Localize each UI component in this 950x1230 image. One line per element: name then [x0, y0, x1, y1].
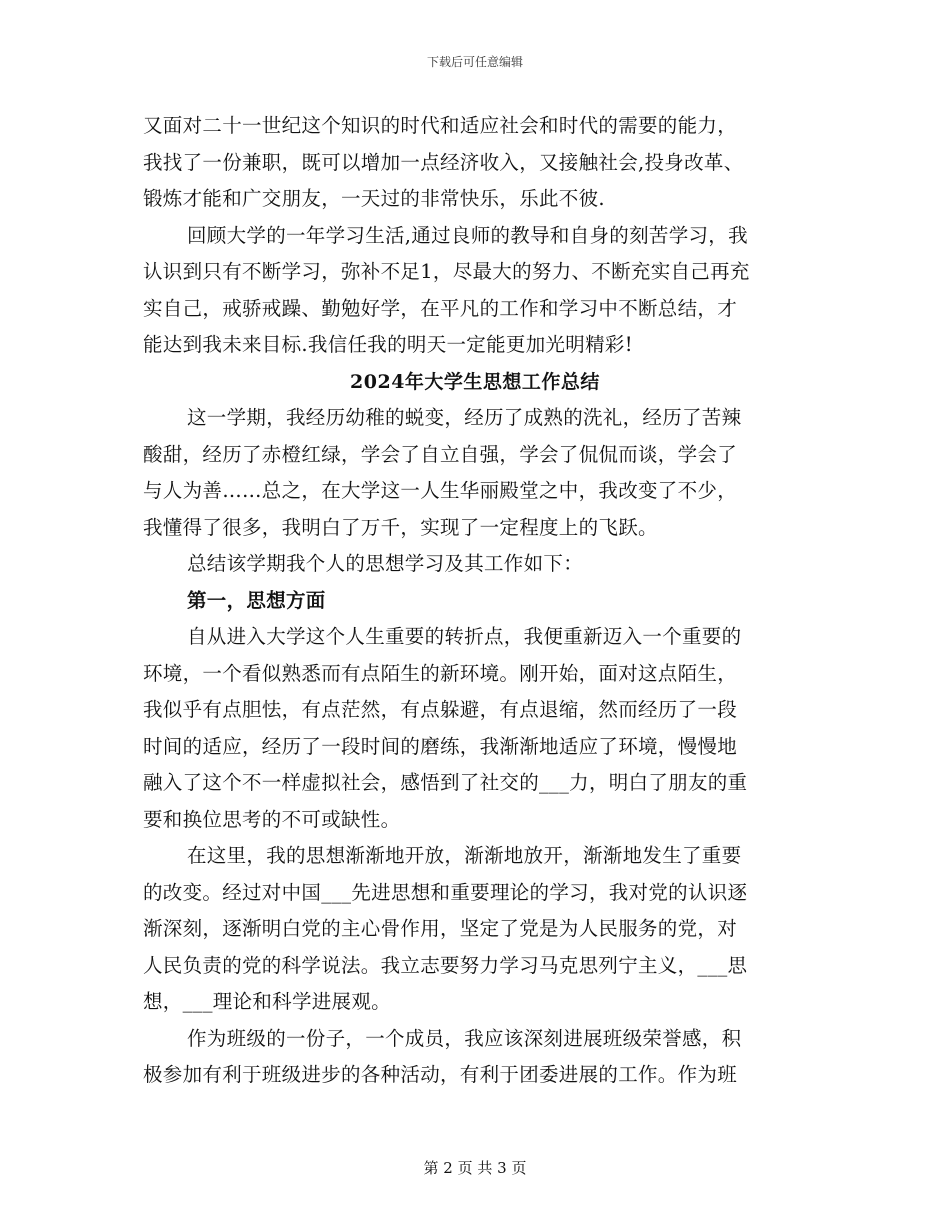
text-line: 的改变。经过对中国___先进思想和重要理论的学习，我对党的认识逐: [143, 880, 748, 904]
paragraph-start-line: 在这里，我的思想渐渐地开放，渐渐地放开，渐渐地发生了重要: [187, 844, 742, 867]
subsection-heading: 第一，思想方面: [187, 588, 326, 612]
text-line: 又面对二十一世纪这个知识的时代和适应社会和时代的需要的能力，: [143, 114, 738, 137]
text-line: 渐深刻，逐渐明白党的主心骨作用，坚定了党是为人民服务的党，对: [143, 917, 738, 940]
text-line: 锻炼才能和广交朋友，一天过的非常快乐，乐此不彼.: [143, 187, 605, 210]
text-line: 我懂得了很多，我明白了万千，实现了一定程度上的飞跃。: [143, 515, 658, 539]
text-line: 实自己，戒骄戒躁、勤勉好学，在平凡的工作和学习中不断总结，才: [143, 296, 738, 320]
text-line: 我找了一份兼职，既可以增加一点经济收入，又接触社会,投身改革、: [143, 150, 744, 174]
section-title: 2024年大学生思想工作总结: [350, 370, 600, 393]
text-line: 环境，一个看似熟悉而有点陌生的新环境。刚开始，面对这点陌生，: [143, 661, 738, 685]
text-line: 能达到我未来目标.我信任我的明天一定能更加光明精彩!: [143, 333, 633, 356]
text-line: 认识到只有不断学习，弥补不足1，尽最大的努力、不断充实自己再充: [143, 260, 750, 283]
text-line: 融入了这个不一样虚拟社会，感悟到了社交的___力，明白了朋友的重: [143, 771, 748, 794]
text-line: 时间的适应，经历了一段时间的磨练，我渐渐地适应了环境，慢慢地: [143, 734, 738, 758]
text-line: 我似乎有点胆怯，有点茫然，有点躲避，有点退缩，然而经历了一段: [143, 698, 738, 721]
paragraph-start-line: 作为班级的一份子，一个成员，我应该深刻进展班级荣誉感，积: [187, 1026, 742, 1050]
paragraph-start-line: 这一学期，我经历幼稚的蜕变，经历了成熟的洗礼，经历了苦辣: [187, 406, 742, 429]
paragraph-start-line: 回顾大学的一年学习生活,通过良师的教导和自身的刻苦学习，我: [187, 223, 748, 247]
page-header: 下载后可任意编辑: [426, 55, 523, 69]
text-line: 与人为善……总之，在大学这一人生华丽殿堂之中，我改变了不少，: [143, 479, 738, 502]
text-line: 想，___理论和科学进展观。: [143, 990, 391, 1013]
text-line: 酸甜，经历了赤橙红绿，学会了自立自强，学会了侃侃而谈，学会了: [143, 442, 738, 466]
document-body: [143, 108, 807, 1094]
text-line: 要和换位思考的不可或缺性。: [143, 807, 401, 831]
page-number-footer: 第 2 页 共 3 页: [423, 1159, 527, 1177]
text-line: 极参加有利于班级进步的各种活动，有利于团委进展的工作。作为班: [143, 1063, 738, 1086]
text-line: 人民负责的党的科学说法。我立志要努力学习马克思列宁主义，___思: [143, 953, 748, 977]
paragraph-start-line: 总结该学期我个人的思想学习及其工作如下：: [187, 552, 584, 575]
paragraph-start-line: 自从进入大学这个人生重要的转折点，我便重新迈入一个重要的: [187, 625, 742, 648]
